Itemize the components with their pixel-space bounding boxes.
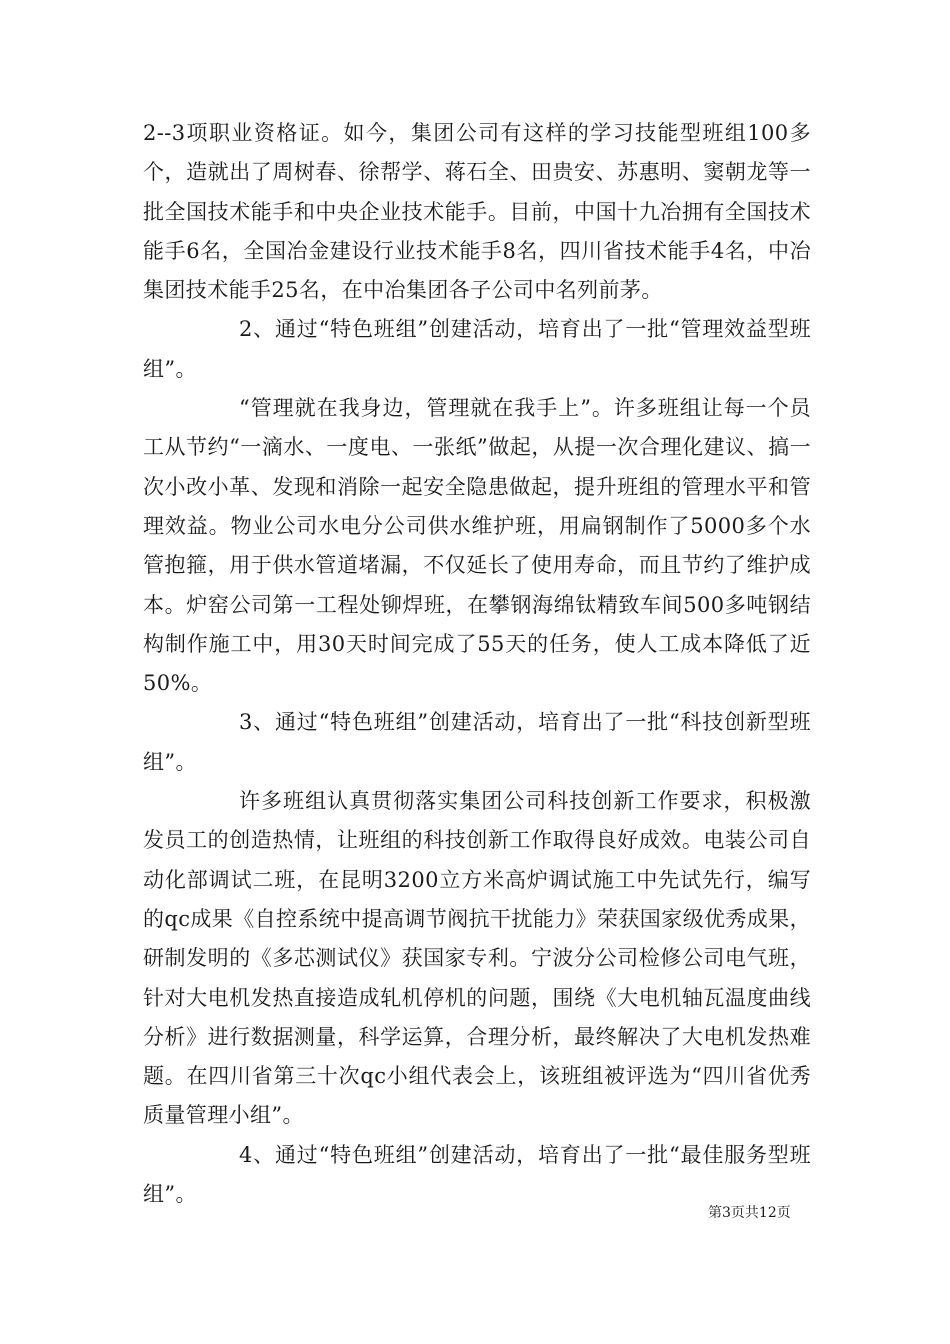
- document-body: [143, 114, 811, 1214]
- heading-innovation-teams: 3、通过“特色班组”创建活动，培育出了一批“科技创新型班组”。: [143, 710, 811, 774]
- paragraph-management-teams: “管理就在我身边，管理就在我手上”。许多班组让每一个员工从节约“一滴水、一度电、一张纸”做起，从提一次合理化建议、搞一次小改小革、发现和消除一起安全隐患做起，提升班组的管理水平和管理效益。物业公司水电分公司供水维护班，用扁钢制作了5000多个水管抱箍，用于供水管道堵漏，不仅延长了使用寿命，而且节约了维护成本。炉窑公司第一工程处铆焊班，在攀钢海绵钛精致车间500多吨钢结构制作施工中，用30天时间完成了55天的任务，使人工成本降低了近50%。: [143, 396, 811, 696]
- paragraph-innovation-teams: 许多班组认真贯彻落实集团公司科技创新工作要求，积极激发员工的创造热情，让班组的科技创新工作取得良好成效。电装公司自动化部调试二班，在昆明3200立方米高炉调试施工中先试先行，编写的qc成果《自控系统中提高调节阀抗干扰能力》荣获国家级优秀成果，研制发明的《多芯测试仪》获国家专利。宁波分公司检修公司电气班，针对大电机发热直接造成轧机停机的问题，围绕《大电机轴瓦温度曲线分析》进行数据测量，科学运算，合理分析，最终解决了大电机发热难题。在四川省第三十次qc小组代表会上，该班组被评选为“四川省优秀质量管理小组”。: [143, 789, 812, 1128]
- page-number: 第3页共12页: [708, 1205, 791, 1221]
- paragraph-skills-teams: 2--3项职业资格证。如今，集团公司有这样的学习技能型班组100多个，造就出了周树春、徐帮学、蒋石全、田贵安、苏惠明、窦朝龙等一批全国技术能手和中央企业技术能手。目前，中国十九冶拥有全国技术能手6名，全国冶金建设行业技术能手8名，四川省技术能手4名，中冶集团技术能手25名，在中冶集团各子公司中名列前茅。: [143, 121, 811, 303]
- heading-management-teams: 2、通过“特色班组”创建活动，培育出了一批“管理效益型班组”。: [143, 317, 811, 381]
- heading-service-teams: 4、通过“特色班组”创建活动，培育出了一批“最佳服务型班组”。: [143, 1142, 811, 1207]
